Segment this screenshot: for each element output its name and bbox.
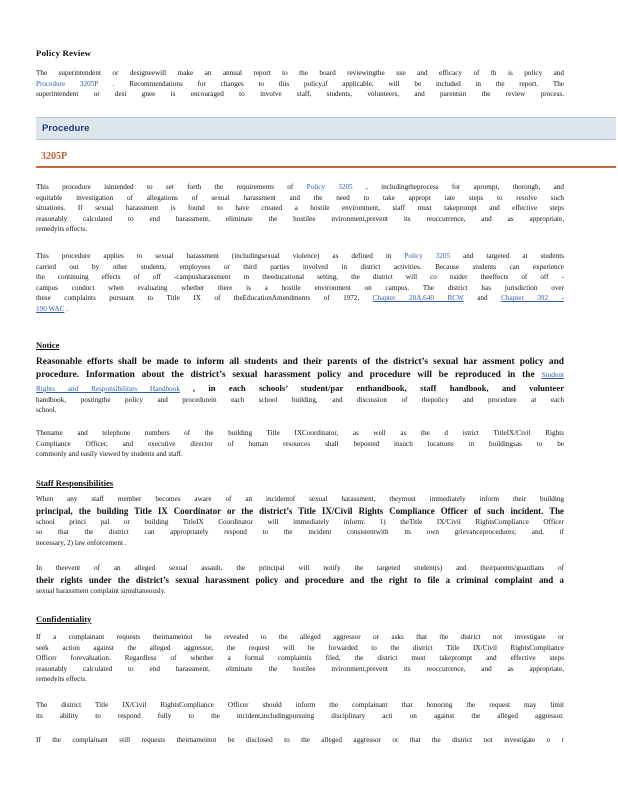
policy-review-heading: Policy Review (36, 48, 92, 58)
staff-heading: Staff Responsibilities (36, 478, 114, 488)
scope-paragraph (36, 251, 564, 315)
text-line: its ability to respond fully to the incident,includingpursuing disciplinary acti on against the alleged aggressor. (36, 711, 564, 720)
policy-3205-link[interactable]: Policy 3205 (306, 183, 353, 191)
text-line: their rights under the district’s sexual harassment policy and procedure and the right to file a criminal complaint and a (36, 574, 564, 585)
text-span: these complaints pursuant to Title IX of theEducationAmendments of 1972, (36, 294, 360, 303)
rights-handbook-link[interactable]: Rights and Responsibilities Handbook (36, 385, 180, 393)
chapter-28a640-rcw-link[interactable]: Chapter 28A.640 RCW (372, 294, 464, 303)
text-line: reasonably calculated to end harassment, eliminate the hostilee nvironment,prevent its reoccurrence, and as appropriate, (36, 664, 564, 673)
staff-section (36, 478, 564, 488)
notice-paragraph-cont (36, 383, 564, 416)
text-line (36, 182, 564, 193)
text-line (36, 383, 564, 395)
text-span: and (477, 294, 488, 303)
text-line: school princi pal or building TitleIX Coordinator will immediately inform: 1) theTitle IX/Civil RightsCompliance Officer (36, 517, 564, 526)
staff-paragraph (36, 494, 564, 548)
text-line: situations. If sexual harassment is found to have created a hostile environment, staff must takeprompt and effective steps (36, 204, 564, 213)
text-line (36, 304, 564, 315)
assault-paragraph (36, 563, 564, 596)
text-line: remedyits effects. (36, 225, 87, 234)
text-line: Reasonable efforts shall be made to inform all students and their parents of the district’s sexual har assment policy and (36, 357, 564, 367)
text-line: remedyits effects. (36, 675, 87, 684)
text-line (36, 251, 564, 262)
notice-heading: Notice (36, 340, 60, 350)
text-line: school. (36, 406, 57, 415)
text-line: seek action against the alleged aggressor, the request will be forwarded to the district Title IX/Civil RightsCompliance (36, 643, 564, 652)
chapter-392-190-wac-link[interactable]: Chapter 392 - (501, 294, 565, 303)
text-span: procedure. Information about the district’s sexual harassment policy and procedure will be reproduced in the (36, 369, 535, 380)
text-span: and targeted at students (463, 252, 565, 260)
intro-paragraph (36, 182, 564, 235)
text-line (36, 293, 564, 304)
text-line (36, 369, 564, 382)
text-line (36, 79, 564, 90)
confidentiality-section (36, 614, 564, 624)
text-span: This procedure isintended to set forth the requirements of (36, 183, 294, 191)
text-span: This procedure applies to sexual harassment (includingsexual violence) as defined in (36, 252, 392, 260)
text-line: The superintendent or designeewill make an annual report to the board reviewingthe use and efficacy of th is policy and (36, 69, 564, 77)
policy-review-paragraph (36, 68, 564, 100)
text-line: Thename and telephone numbers of the building Title IXCoordinator, as well as the d istrict TitleIX/Civil Rights (36, 429, 564, 437)
procedure-heading-bar (36, 117, 616, 140)
notice-section (36, 340, 564, 350)
text-line: so that the district can appropriately respond to the incident consistentwith its own grievanceprocedures; and, if (36, 528, 564, 537)
text-line: commonly and easily viewed by students and staff. (36, 450, 183, 459)
text-line: necessary, 2) law enforcement . (36, 538, 127, 547)
notice-paragraph (36, 356, 564, 381)
policy-3205-link[interactable]: Policy 3205 (404, 252, 451, 260)
procedure-heading: Procedure (42, 123, 90, 134)
procedure-3205p-link[interactable]: Procedure 3205P (36, 79, 98, 88)
text-line: principal, the building Title IX Coordinator or the district’s Title IX/Civil Rights Compliance Officer of such incident. The (36, 505, 564, 516)
text-line: superintendent or desi gnee is encouraged to involve staff, students, volunteers, and parentsin the review process. (36, 90, 564, 99)
text-line: carried out by other students, employees or third parties involved in district activities. Because students can experience (36, 262, 564, 271)
text-line: sexual harassment complaint simultaneously. (36, 586, 166, 595)
text-line: equitable investigation of allegations of sexual harassment and the need to take appropr iate steps to resolve such (36, 193, 564, 202)
text-line: When any staff member becomes aware of an incidentof sexual harassment, theymust immediately inform their building (36, 495, 564, 503)
text-line: If the complainant still requests theirnameinot be disclosed to the alleged aggressor or that the district not investigate o r (36, 736, 564, 744)
document-number: 3205P (41, 151, 68, 162)
text-line: handbook, postingthe policy and procedurein each school building, and discussion of thepolicy and procedure at each (36, 395, 564, 404)
text-span: . (66, 304, 69, 313)
text-line: If a complainant requests theirnameinot be revealed to the alleged aggressor or asks that the district not investigate or (36, 633, 564, 641)
text-line: reasonably calculated to end harassment, eliminate the hostilee nvironment,prevent its reoccurrence, and as appropriate, (36, 214, 564, 223)
text-line: Officer forevaluation. Regardless of whether a formal complaintis filed, the district must takeprompt and effective steps (36, 654, 564, 663)
confidentiality-paragraph (36, 632, 564, 685)
confidentiality-heading: Confidentiality (36, 614, 92, 624)
section-divider (36, 166, 616, 168)
text-span: , in each schools’ student/par enthandbook, staff handbook, and volunteer (192, 383, 565, 393)
text-span: , includingtheprocess for aprompt, thorough, and (365, 183, 565, 191)
text-line-rest: . Recommendations for changes to this policy,if applicable, will be included in the report. The (112, 79, 564, 88)
student-handbook-link[interactable]: Student (541, 369, 565, 379)
text-line: the continuing effects of off -campusharassment in theeducational setting, the district will co nsider theeffects of off - (36, 273, 564, 282)
text-line: The district Title IX/Civil RightsCompliance Officer should inform the complainant that honoring the request may limit (36, 701, 564, 709)
request-paragraph (36, 735, 564, 746)
chapter-392-190-wac-link-cont[interactable]: 190 WAC (36, 304, 65, 313)
coordinator-paragraph (36, 428, 564, 460)
text-line: campus conduct when evaluating whether there is a hostile environment on campus. The district has jurisdiction over (36, 283, 564, 292)
text-line: Compliance Officer, and executive director of human resources shall beposted insuch locations in buildingsas to be (36, 439, 564, 448)
limit-paragraph (36, 700, 564, 721)
text-line: In theevent of an alleged sexual assault, the principal will notify the targeted student(s) and theirparents/guardians of (36, 564, 564, 572)
